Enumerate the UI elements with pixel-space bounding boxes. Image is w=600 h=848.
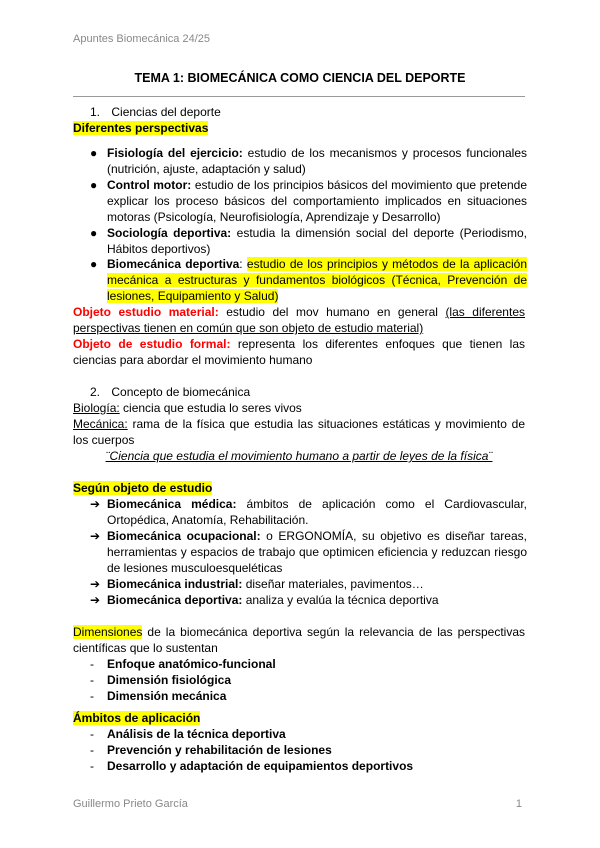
section-1-title: Ciencias del deporte <box>111 105 221 119</box>
section-1-number: 1. <box>90 105 101 119</box>
title-divider <box>73 96 525 97</box>
item-biomecanica-deportiva: ➔ Biomecánica deportiva: analiza y evalúa la técnica deportiva <box>90 593 439 607</box>
item-biomecanica-ocupacional: ➔ Biomecánica ocupacional: o ERGONOMÍA, su objetivo es diseñar tareas, herramientas y espacios de trabajo que optimicen eficiencia y reduzcan riesgo de lesiones musculoesqueléticas <box>90 529 527 575</box>
bullet-icon: ● <box>90 178 98 192</box>
objeto-estudio-heading: Según objeto de estudio <box>73 481 213 495</box>
ambito-item: - Análisis de la técnica deportiva <box>90 727 286 741</box>
dimension-item: - Dimensión fisiológica <box>90 673 232 687</box>
item-biomecanica-medica: ➔ Biomecánica médica: ámbitos de aplicación como el Cardiovascular, Ortopédica, Anatomía, Rehabilitación. <box>90 497 528 527</box>
objeto-formal: Objeto de estudio formal: representa los diferentes enfoques que tienen las ciencias para abordar el movimiento humano <box>73 337 525 367</box>
ambito-item: - Prevención y rehabilitación de lesiones <box>90 743 332 757</box>
bullet-fisiologia: ● Fisiología del ejercicio: estudio de los mecanismos y procesos funcionales (nutrición, ajuste, adaptación y salud) <box>90 146 527 176</box>
dash-icon: - <box>90 657 94 671</box>
bullet-icon: ● <box>90 146 98 160</box>
biologia-definition: Biología: ciencia que estudia lo seres vivos <box>73 401 302 415</box>
perspectives-heading: Diferentes perspectivas <box>73 121 209 135</box>
dimension-item: - Enfoque anatómico-funcional <box>90 657 276 671</box>
dash-icon: - <box>90 727 94 741</box>
ambito-item: - Desarrollo y adaptación de equipamientos deportivos <box>90 759 414 773</box>
dash-icon: - <box>90 689 94 703</box>
section-2-number: 2. <box>90 385 101 399</box>
section-2-heading <box>90 384 250 400</box>
dimensiones-intro: Dimensiones de la biomecánica deportiva según la relevancia de las perspectivas científicas que lo sustentan <box>73 625 525 655</box>
bullet-icon: ● <box>90 257 98 271</box>
biomecanica-definition: ¨Ciencia que estudia el movimiento humano a partir de leyes de la física¨ <box>105 449 493 463</box>
dash-icon: - <box>90 759 94 773</box>
dash-icon: - <box>90 673 94 687</box>
bullet-biomecanica-deportiva: ● Biomecánica deportiva: estudio de los principios y métodos de la aplicación mecánica a estructuras y fundamentos biológicos (Técnica, Prevención de lesiones, Equipamiento y Salud) <box>90 257 528 303</box>
dash-icon: - <box>90 743 94 757</box>
page-title: TEMA 1: BIOMECÁNICA COMO CIENCIA DEL DEPORTE <box>134 71 466 85</box>
item-biomecanica-industrial: ➔ Biomecánica industrial: diseñar materiales, pavimentos… <box>90 577 424 591</box>
dimension-item: - Dimensión mecánica <box>90 689 227 703</box>
bullet-control-motor: ● Control motor: estudio de los principios básicos del movimiento que pretende explicar los proceso básicos del comportamiento implicados en situaciones motoras (Psicología, Neurofisiología, Aprendizaje y Desarrollo) <box>90 178 527 224</box>
footer-author: Guillermo Prieto García <box>73 798 188 810</box>
arrow-icon: ➔ <box>90 497 101 511</box>
section-1-heading <box>90 104 221 120</box>
bullet-icon: ● <box>90 226 98 240</box>
arrow-icon: ➔ <box>90 529 101 543</box>
mecanica-definition: Mecánica: rama de la física que estudia las situaciones estáticas y movimiento de los cuerpos <box>73 417 525 447</box>
section-2-title: Concepto de biomecánica <box>111 385 251 399</box>
objeto-material: Objeto estudio material: estudio del mov humano en general (las diferentes perspectivas tienen en común que son objeto de estudio material) <box>73 305 525 335</box>
arrow-icon: ➔ <box>90 577 101 591</box>
arrow-icon: ➔ <box>90 593 101 607</box>
bullet-sociologia: ● Sociología deportiva: estudia la dimensión social del deporte (Periodismo, Hábitos deportivos) <box>90 226 527 256</box>
page-number: 1 <box>515 798 522 810</box>
ambitos-heading: Ámbitos de aplicación <box>73 711 201 725</box>
page-header: Apuntes Biomecánica 24/25 <box>73 33 210 45</box>
